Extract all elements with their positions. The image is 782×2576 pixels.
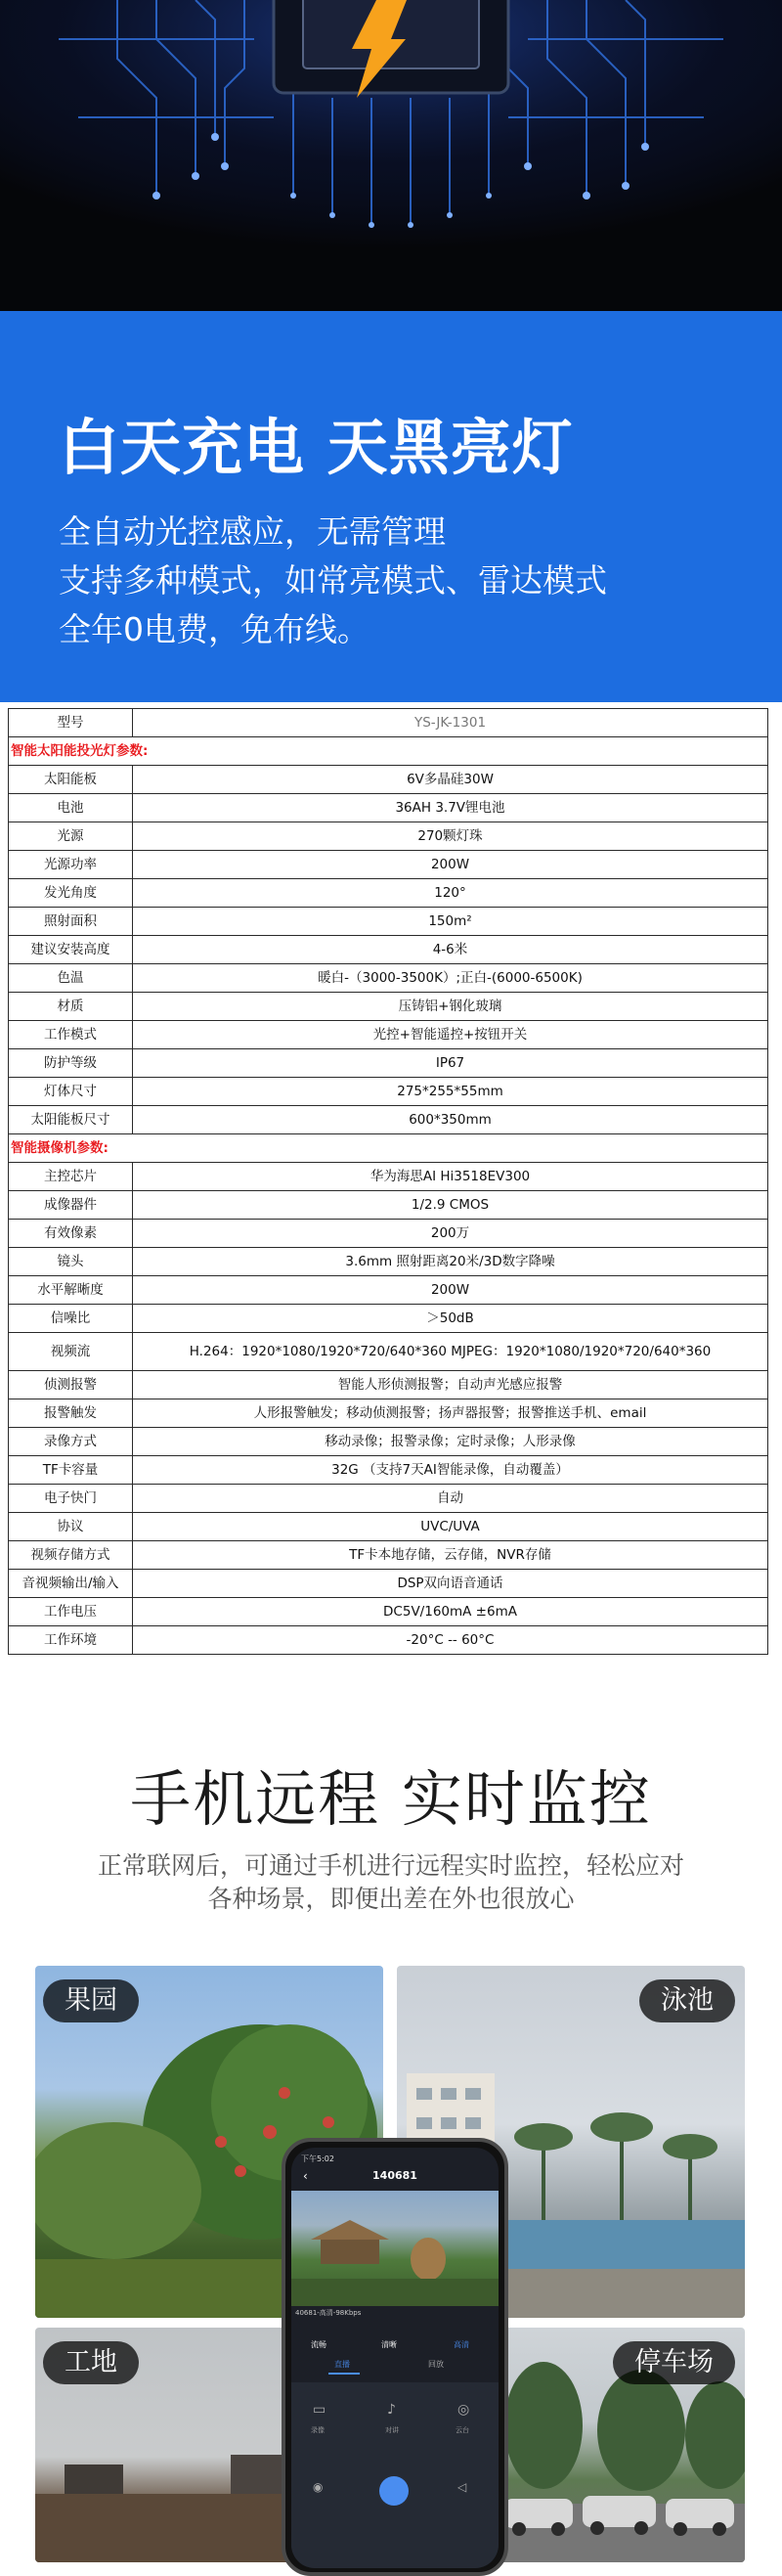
spec-key: 音视频输出/输入: [9, 1570, 133, 1598]
camera-section-heading: 智能摄像机参数:: [9, 1134, 768, 1163]
table-row: [9, 1163, 768, 1191]
spec-key: 工作模式: [9, 1021, 133, 1049]
table-row: [9, 1399, 768, 1428]
spec-key: 色温: [9, 964, 133, 993]
spec-value: 3.6mm 照射距离20米/3D数字降噪: [133, 1248, 768, 1276]
spec-key: 录像方式: [9, 1428, 133, 1456]
spec-key: 灯体尺寸: [9, 1078, 133, 1106]
spec-value: 200W: [133, 1276, 768, 1305]
table-row: [9, 766, 768, 794]
table-row: [9, 1371, 768, 1399]
spec-value: 36AH 3.7V锂电池: [133, 794, 768, 822]
table-row: [9, 1021, 768, 1049]
control-panel: [291, 2382, 499, 2568]
spec-value: TF卡本地存储，云存储，NVR存储: [133, 1541, 768, 1570]
spec-key: 材质: [9, 993, 133, 1021]
scene-tag-orchard: 果园: [43, 1979, 139, 2022]
quality-tab-clear[interactable]: 清晰: [381, 2340, 397, 2349]
spec-key: 发光角度: [9, 879, 133, 908]
spec-value: 150m²: [133, 908, 768, 936]
table-row: [9, 1220, 768, 1248]
spec-value: 32G （支持7天AI智能录像，自动覆盖）: [133, 1456, 768, 1485]
scene-tag-construction: 工地: [43, 2341, 139, 2384]
spec-value: 压铸铝+钢化玻璃: [133, 993, 768, 1021]
spec-value: YS-JK-1301: [133, 709, 768, 737]
spec-value: 120°: [133, 879, 768, 908]
table-row: [9, 964, 768, 993]
table-row: [9, 1305, 768, 1333]
banner-line-3: 全年0电费，免布线。: [59, 610, 369, 648]
table-row: [9, 1570, 768, 1598]
table-row: [9, 1248, 768, 1276]
table-row: [9, 822, 768, 851]
video-scene-illustration: [291, 2191, 499, 2306]
spec-value: 1/2.9 CMOS: [133, 1191, 768, 1220]
spec-key: 水平解晰度: [9, 1276, 133, 1305]
scene-tag-parking: 停车场: [613, 2341, 735, 2384]
spec-key: 光源: [9, 822, 133, 851]
table-row: [9, 908, 768, 936]
spec-key: 电池: [9, 794, 133, 822]
spec-key: 光源功率: [9, 851, 133, 879]
table-row: [9, 709, 768, 737]
spec-key: 太阳能板: [9, 766, 133, 794]
spec-value: DSP双向语音通话: [133, 1570, 768, 1598]
spec-table-body: [9, 709, 768, 1655]
table-row: [9, 936, 768, 964]
quality-tab-smooth[interactable]: 流畅: [311, 2340, 326, 2349]
remote-title: 手机远程 实时监控: [130, 1763, 652, 1835]
light-section-heading: 智能太阳能投光灯参数:: [9, 737, 768, 766]
spec-value: 4-6米: [133, 936, 768, 964]
mode-tab-live[interactable]: 直播: [334, 2360, 350, 2369]
live-video-view[interactable]: [291, 2191, 499, 2306]
table-row: [9, 879, 768, 908]
spec-key: 太阳能板尺寸: [9, 1106, 133, 1134]
table-row: [9, 1541, 768, 1570]
back-arrow-icon[interactable]: ‹: [303, 2169, 308, 2183]
phone-screen: [291, 2148, 499, 2568]
table-row: [9, 1106, 768, 1134]
banner-line-1: 全自动光控感应，无需管理: [59, 512, 446, 551]
smartphone-mockup: [282, 2138, 508, 2576]
speaker-icon[interactable]: ◁: [457, 2480, 467, 2494]
spec-key: 信噪比: [9, 1305, 133, 1333]
table-row: [9, 1191, 768, 1220]
spec-value: IP67: [133, 1049, 768, 1078]
spec-key: 协议: [9, 1513, 133, 1541]
spec-value: 人形报警触发；移动侦测报警；扬声器报警；报警推送手机、email: [133, 1399, 768, 1428]
table-row: [9, 993, 768, 1021]
mode-tab-underline: [328, 2373, 360, 2375]
stream-info: 40681-高清-98Kbps: [295, 2309, 362, 2317]
control-label-talk: 对讲: [385, 2426, 399, 2434]
remote-desc-line-1: 正常联网后，可通过手机进行远程实时监控，轻松应对: [97, 1851, 684, 1880]
scene-tag-pool: 泳池: [639, 1979, 735, 2022]
spec-value: 600*350mm: [133, 1106, 768, 1134]
spec-value: 智能人形侦测报警；自动声光感应报警: [133, 1371, 768, 1399]
spec-key: 型号: [9, 709, 133, 737]
spec-value: 200W: [133, 851, 768, 879]
spec-table: [8, 708, 768, 1655]
hero-circuit-banner: [0, 0, 782, 311]
control-label-record: 录像: [311, 2426, 325, 2434]
status-time: 下午5:02: [301, 2154, 334, 2163]
spec-value: 移动录像；报警录像；定时录像；人形录像: [133, 1428, 768, 1456]
table-row: [9, 1078, 768, 1106]
spec-value: -20°C -- 60°C: [133, 1626, 768, 1655]
microphone-icon[interactable]: ♪: [387, 2402, 396, 2418]
spec-value: H.264：1920*1080/1920*720/640*360 MJPEG：1920*1080/1920*720/640*360: [133, 1333, 768, 1371]
device-id-title: 140681: [372, 2169, 417, 2182]
spec-value: 光控+智能遥控+按钮开关: [133, 1021, 768, 1049]
table-row: [9, 1276, 768, 1305]
spec-key: 侦测报警: [9, 1371, 133, 1399]
table-row: [9, 1456, 768, 1485]
spec-key: 有效像素: [9, 1220, 133, 1248]
spec-value: DC5V/160mA ±6mA: [133, 1598, 768, 1626]
table-row: [9, 1485, 768, 1513]
section-row: [9, 1134, 768, 1163]
banner-headline: 白天充电 天黑亮灯: [59, 412, 574, 483]
spec-key: 电子快门: [9, 1485, 133, 1513]
spec-key: 视频存储方式: [9, 1541, 133, 1570]
spec-key: 成像器件: [9, 1191, 133, 1220]
section-row: [9, 737, 768, 766]
spec-value: 暖白-（3000-3500K）;正白-(6000-6500K): [133, 964, 768, 993]
spec-value: 自动: [133, 1485, 768, 1513]
ptz-icon[interactable]: ◎: [457, 2402, 470, 2418]
table-row: [9, 1626, 768, 1655]
table-row: [9, 794, 768, 822]
spec-key: TF卡容量: [9, 1456, 133, 1485]
banner-line-2: 支持多种模式，如常亮模式、雷达模式: [59, 561, 607, 600]
spec-key: 视频流: [9, 1333, 133, 1371]
remote-desc-line-2: 各种场景，即便出差在外也很放心: [207, 1885, 575, 1913]
quality-tab-hd[interactable]: 高清: [454, 2340, 469, 2349]
record-icon[interactable]: ▭: [313, 2402, 326, 2418]
table-row: [9, 1598, 768, 1626]
spec-value: 275*255*55mm: [133, 1078, 768, 1106]
spec-value: UVC/UVA: [133, 1513, 768, 1541]
table-row: [9, 1513, 768, 1541]
spec-key: 镜头: [9, 1248, 133, 1276]
capture-button[interactable]: [379, 2476, 409, 2506]
control-label-ptz: 云台: [456, 2426, 469, 2434]
spec-key: 防护等级: [9, 1049, 133, 1078]
table-row: [9, 1333, 768, 1371]
spec-key: 建议安装高度: [9, 936, 133, 964]
camera-icon[interactable]: ◉: [313, 2480, 324, 2494]
spec-key: 主控芯片: [9, 1163, 133, 1191]
spec-value: 华为海思AI Hi3518EV300: [133, 1163, 768, 1191]
spec-key: 工作环境: [9, 1626, 133, 1655]
spec-value: 6V多晶硅30W: [133, 766, 768, 794]
table-row: [9, 851, 768, 879]
spec-value: 270颗灯珠: [133, 822, 768, 851]
table-row: [9, 1049, 768, 1078]
spec-key: 工作电压: [9, 1598, 133, 1626]
spec-key: 报警触发: [9, 1399, 133, 1428]
table-row: [9, 1428, 768, 1456]
spec-value: 200万: [133, 1220, 768, 1248]
spec-key: 照射面积: [9, 908, 133, 936]
spec-value: ＞50dB: [133, 1305, 768, 1333]
mode-tab-playback[interactable]: 回放: [428, 2360, 444, 2369]
circuit-board-illustration: [0, 0, 782, 311]
feature-banner: [0, 311, 782, 702]
